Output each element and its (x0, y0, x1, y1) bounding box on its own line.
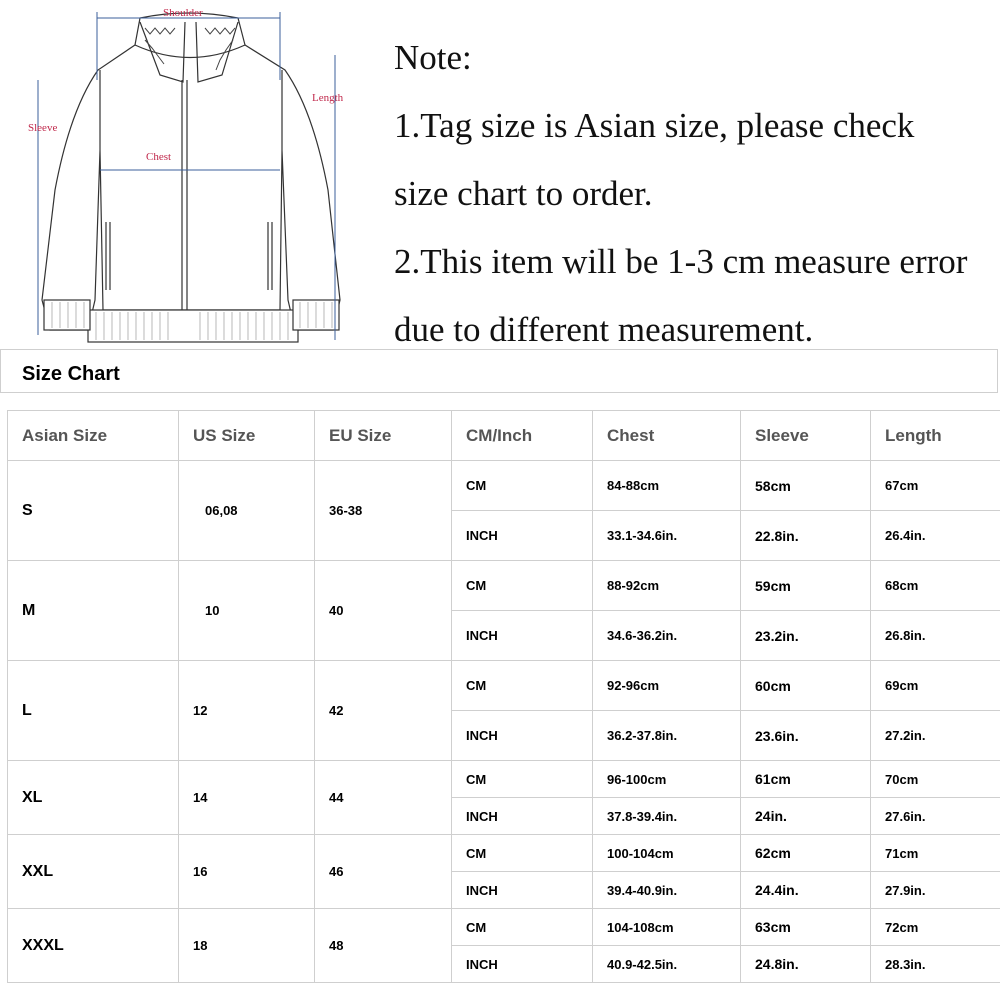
table-row (8, 461, 1000, 511)
eu-size-cell: 46 (315, 835, 452, 909)
sleeve-cell: 61cm (741, 761, 871, 798)
length-cell: 27.2in. (871, 711, 1000, 761)
table-row (8, 835, 1000, 872)
header-eu-size: EU Size (315, 411, 452, 461)
size-chart-title: Size Chart (22, 363, 120, 385)
asian-size-cell: L (8, 661, 179, 761)
unit-cell: CM (452, 461, 593, 511)
length-cell: 72cm (871, 909, 1000, 946)
eu-size-cell: 36-38 (315, 461, 452, 561)
asian-size-cell: S (8, 461, 179, 561)
chest-cell: 36.2-37.8in. (593, 711, 741, 761)
shoulder-label: Shoulder (163, 7, 203, 19)
sleeve-label: Sleeve (28, 122, 58, 134)
jacket-measurement-diagram (0, 0, 390, 348)
length-cell: 70cm (871, 761, 1000, 798)
us-size-cell: 16 (179, 835, 315, 909)
length-cell: 67cm (871, 461, 1000, 511)
chest-cell: 40.9-42.5in. (593, 946, 741, 983)
us-size-cell: 14 (179, 761, 315, 835)
length-cell: 26.4in. (871, 511, 1000, 561)
sleeve-cell: 23.6in. (741, 711, 871, 761)
length-cell: 28.3in. (871, 946, 1000, 983)
table-row (8, 661, 1000, 711)
chest-cell: 100-104cm (593, 835, 741, 872)
us-size-cell: 10 (179, 561, 315, 661)
sleeve-cell: 63cm (741, 909, 871, 946)
chest-cell: 34.6-36.2in. (593, 611, 741, 661)
unit-cell: INCH (452, 711, 593, 761)
length-cell: 71cm (871, 835, 1000, 872)
length-cell: 69cm (871, 661, 1000, 711)
eu-size-cell: 44 (315, 761, 452, 835)
header-chest: Chest (593, 411, 741, 461)
sleeve-cell: 24.8in. (741, 946, 871, 983)
size-chart-table (7, 410, 1000, 983)
length-cell: 27.9in. (871, 872, 1000, 909)
length-cell: 27.6in. (871, 798, 1000, 835)
table-header-row (8, 411, 1000, 461)
unit-cell: INCH (452, 611, 593, 661)
chest-cell: 39.4-40.9in. (593, 872, 741, 909)
unit-cell: CM (452, 761, 593, 798)
sleeve-cell: 59cm (741, 561, 871, 611)
header-sleeve: Sleeve (741, 411, 871, 461)
unit-cell: CM (452, 835, 593, 872)
unit-cell: INCH (452, 798, 593, 835)
chest-cell: 88-92cm (593, 561, 741, 611)
us-size-cell: 18 (179, 909, 315, 983)
table-row (8, 909, 1000, 946)
sleeve-cell: 24in. (741, 798, 871, 835)
eu-size-cell: 48 (315, 909, 452, 983)
eu-size-cell: 42 (315, 661, 452, 761)
chest-label: Chest (146, 151, 172, 163)
unit-cell: CM (452, 909, 593, 946)
note-line: Note: (394, 38, 472, 77)
note-line: 2.This item will be 1-3 cm measure error (394, 242, 968, 281)
header-length: Length (871, 411, 1000, 461)
note-line: 1.Tag size is Asian size, please check (394, 106, 915, 145)
sleeve-cell: 24.4in. (741, 872, 871, 909)
unit-cell: CM (452, 561, 593, 611)
unit-cell: INCH (452, 946, 593, 983)
header-us-size: US Size (179, 411, 315, 461)
sleeve-cell: 60cm (741, 661, 871, 711)
chest-cell: 33.1-34.6in. (593, 511, 741, 561)
chest-cell: 96-100cm (593, 761, 741, 798)
note-line: size chart to order. (394, 174, 653, 213)
length-cell: 26.8in. (871, 611, 1000, 661)
table-row (8, 561, 1000, 611)
asian-size-cell: M (8, 561, 179, 661)
size-chart-header (0, 349, 998, 393)
chest-cell: 92-96cm (593, 661, 741, 711)
unit-cell: INCH (452, 872, 593, 909)
sleeve-cell: 22.8in. (741, 511, 871, 561)
length-cell: 68cm (871, 561, 1000, 611)
sleeve-cell: 23.2in. (741, 611, 871, 661)
asian-size-cell: XL (8, 761, 179, 835)
note-line: due to different measurement. (394, 310, 814, 349)
header-asian-size: Asian Size (8, 411, 179, 461)
unit-cell: INCH (452, 511, 593, 561)
sleeve-cell: 62cm (741, 835, 871, 872)
table-row (8, 761, 1000, 798)
chest-cell: 37.8-39.4in. (593, 798, 741, 835)
chest-cell: 84-88cm (593, 461, 741, 511)
us-size-cell: 12 (179, 661, 315, 761)
chest-cell: 104-108cm (593, 909, 741, 946)
note-block (394, 24, 994, 364)
unit-cell: CM (452, 661, 593, 711)
asian-size-cell: XXXL (8, 909, 179, 983)
us-size-cell: 06,08 (179, 461, 315, 561)
asian-size-cell: XXL (8, 835, 179, 909)
eu-size-cell: 40 (315, 561, 452, 661)
sleeve-cell: 58cm (741, 461, 871, 511)
jacket-outline-icon (42, 13, 340, 342)
length-label: Length (312, 92, 344, 104)
header-cm-inch: CM/Inch (452, 411, 593, 461)
top-section (0, 0, 1000, 348)
